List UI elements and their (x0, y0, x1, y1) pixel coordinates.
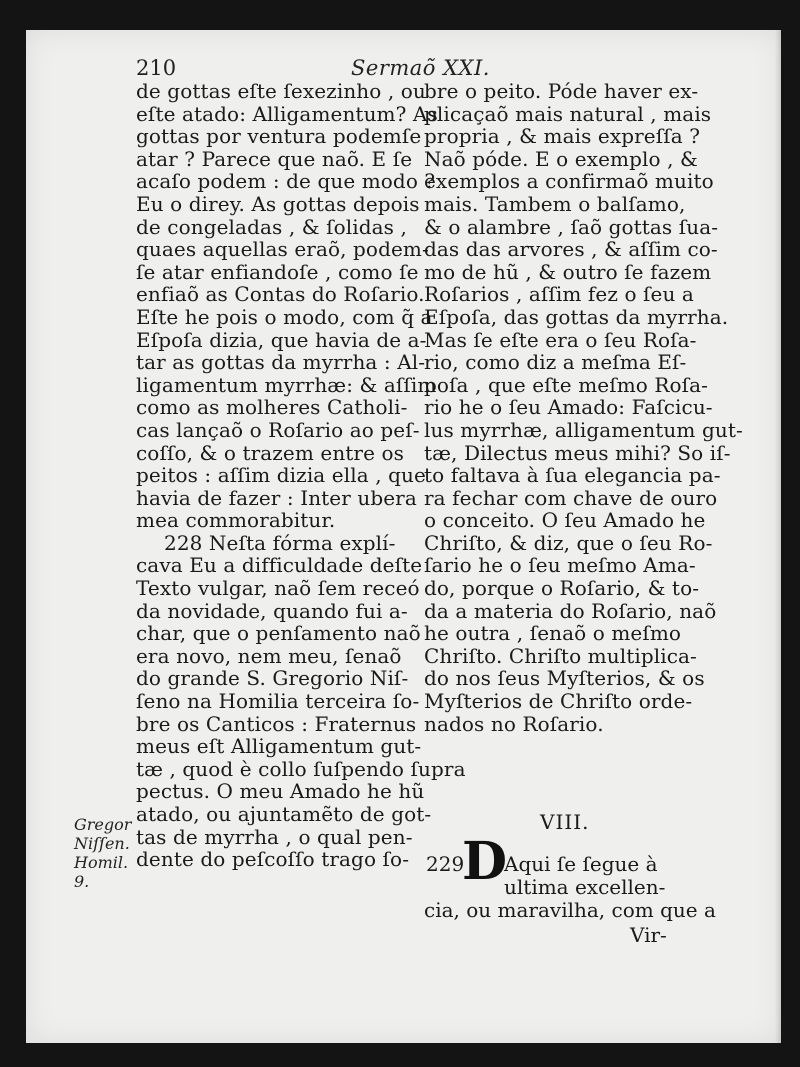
text-line: havia de fazer : Inter ubera (136, 485, 417, 510)
text-line: he outra , ſenaõ o meſmo (424, 621, 682, 646)
text-line: propria , & mais expreſſa ? (424, 124, 701, 149)
text-line: eſte atado: Alligamentum? As (136, 101, 438, 126)
text-line: tas de myrrha , o qual pen- (136, 824, 413, 849)
text-line: enfiaõ as Contas do Roſario. (136, 282, 425, 307)
text-line: o conceito. O ſeu Amado he (424, 508, 706, 533)
text-line: do, porque o Roſario, & to- (424, 576, 700, 601)
text-line: & o alambre , ſaõ gottas ſua- (424, 214, 719, 239)
text-line: nados no Roſario. (424, 711, 604, 736)
text-line: gottas por ventura podemſe (136, 124, 422, 149)
text-line: Eu o direy. As gottas depois (136, 191, 420, 216)
text-line: Eſpoſa dizia, que havia de a- (136, 327, 427, 352)
text-line: bre o peito. Póde haver ex- (424, 79, 699, 103)
text-line: char, que o penſamento naõ (136, 621, 421, 646)
text-line: ſario he o ſeu meſmo Ama- (424, 553, 696, 578)
text-line: Eſpoſa, das gottas da myrrha. (424, 304, 729, 329)
text-line: rio, como diz a meſma Eſ- (424, 350, 687, 375)
text-line: Chriſto, & diz, que o ſeu Ro- (424, 530, 713, 555)
text-line: cia, ou maravilha, com que a (424, 898, 716, 922)
text-line: plicaçaõ mais natural , mais (424, 101, 712, 126)
text-line: de congeladas , & ſolidas , (136, 214, 407, 239)
text-line: Texto vulgar, naõ ſem receó (136, 576, 420, 601)
text-line: pectus. O meu Amado he hũ (136, 779, 425, 804)
text-line: do grande S. Gregorio Niſ- (136, 666, 409, 691)
text-line: mais. Tambem o balſamo, (424, 191, 686, 216)
text-line: Chriſto. Chriſto multiplica- (424, 643, 697, 668)
page-edge-shadow (775, 30, 781, 1043)
text-line: tæ, Dilectus meus mihi? So iſ- (424, 440, 731, 465)
margin-note-line: Homil. (74, 853, 129, 872)
text-line: Roſarios , aſſim fez o ſeu a (424, 282, 694, 307)
text-line: ultima excellen- (504, 875, 666, 899)
right-text-column (424, 79, 743, 736)
text-line: bre os Canticos : Fraternus (136, 711, 417, 736)
text-line: atar ? Parece que naõ. E ſe (136, 146, 413, 171)
text-line: Mas ſe eſte era o ſeu Roſa- (424, 327, 697, 352)
margin-note (74, 815, 131, 891)
text-line: rio he o ſeu Amado: Faſcicu- (424, 395, 713, 420)
text-line: do nos ſeus Myſterios, & os (424, 666, 705, 691)
text-line: ſe atar enfiandoſe , como ſe (136, 259, 419, 284)
text-line: das das arvores , & aſſim co- (424, 237, 718, 262)
text-line: atado, ou ajuntamẽto de got- (136, 802, 432, 826)
book-page (26, 30, 781, 1043)
text-line: ligamentum myrrhæ: & aſſim (136, 372, 437, 397)
text-line: Aqui ſe ſegue à (504, 852, 658, 876)
text-line: poſa , que eſte meſmo Roſa- (424, 372, 709, 397)
text-line: ra fechar com chave de ouro (424, 485, 718, 510)
page-number: 210 (136, 56, 177, 80)
margin-note-line: Niſſen. (74, 834, 130, 853)
text-line: lus myrrhæ, alligamentum gut- (424, 417, 743, 442)
section-heading: VIII. (540, 810, 590, 834)
text-line: era novo, nem meu, ſenaõ (136, 643, 402, 668)
catchword: Vir- (630, 923, 667, 947)
text-line: tar as gottas da myrrha : Al- (136, 350, 426, 375)
text-line: peitos : aſſim dizia ella , que (136, 463, 426, 488)
text-line: Naõ póde. E o exemplo , & (424, 146, 698, 171)
text-line: de gottas eſte ſexezinho , ou (136, 79, 426, 103)
text-line: cava Eu a difficuldade deſte (136, 553, 423, 578)
text-line: mo de hũ , & outro ſe fazem (424, 259, 712, 284)
text-line: meus eſt Alligamentum gut- (136, 734, 422, 759)
text-line: cas lançaõ o Roſario ao peſ- (136, 417, 420, 442)
text-line: quaes aquellas eraõ, podem- (136, 237, 429, 262)
text-line: coſſo, & o trazem entre os (136, 440, 404, 465)
text-line: como as molheres Catholi- (136, 395, 408, 420)
text-line: acaſo podem : de que modo ? (136, 169, 436, 194)
text-line: dente do peſcoſſo trago ſo- (136, 847, 410, 872)
text-line: da a materia do Roſario, naõ (424, 598, 717, 623)
text-line: da novidade, quando fui a- (136, 598, 408, 623)
text-line: Myſterios de Chriſto orde- (424, 689, 693, 714)
margin-note-line: 9. (74, 872, 90, 891)
paragraph-228-start: 228 Neſta fórma explí- (164, 530, 396, 555)
running-title: Sermaõ XXI. (351, 56, 490, 80)
text-line: tæ , quod è collo ſuſpendo ſupra (136, 756, 466, 781)
text-line: ſeno na Homilia terceira ſo- (136, 689, 420, 714)
paragraph-number: 229 (426, 852, 465, 876)
text-line: mea commorabitur. (136, 508, 336, 533)
text-line: Eſte he pois o modo, com q̃ a (136, 304, 433, 329)
drop-cap: D (462, 831, 508, 892)
text-line: to faltava à ſua elegancia pa- (424, 463, 721, 488)
text-line: exemplos a confirmaõ muito (424, 169, 714, 194)
margin-note-line: Gregor (74, 815, 132, 834)
